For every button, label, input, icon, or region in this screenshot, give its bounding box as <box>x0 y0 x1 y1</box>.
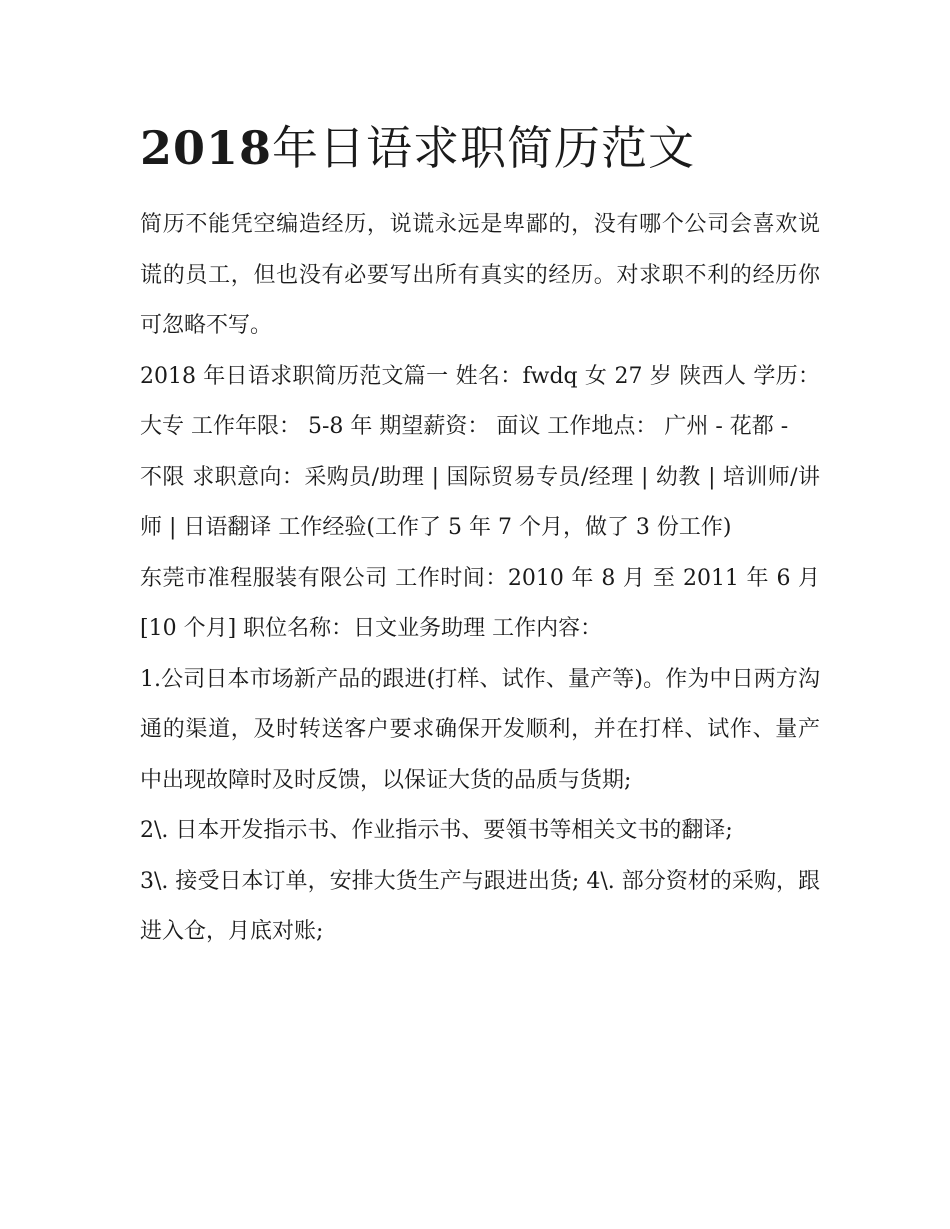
paragraph-personal-info: 2018 年日语求职简历范文篇一 姓名：fwdq 女 27 岁 陕西人 学历： 大专 工作年限： 5-8 年 期望薪资： 面议 工作地点： 广州 - 花都 - <box>140 363 820 439</box>
paragraph-intro: 简历不能凭空编造经历，说谎永远是卑鄙的，没有哪个公司会喜欢说谎的员工，但也没有必要写出所有真实的经历。对求职不利的经历你可忽略不写。 <box>140 212 820 338</box>
document-title <box>140 110 820 186</box>
paragraph-job-intention: 不限 求职意向：采购员/助理 | 国际贸易专员/经理 | 幼教 | 培训师/讲师 | 日语翻译 工作经验(工作了 5 年 7 个月，做了 3 份工作) <box>140 464 820 540</box>
paragraph-duty-1: 1.公司日本市场新产品的跟进(打样、试作、量产等)。作为中日两方沟通的渠道，及时转送客户要求确保开发顺利，并在打样、试作、量产中出现故障时及时反馈，以保证大货的品质与货期; <box>140 666 820 793</box>
paragraph-duty-2: 2\. 日本开发指示书、作业指示书、要領书等相关文书的翻译; <box>140 818 733 843</box>
title-text: 年日语求职简历范文 <box>272 121 696 175</box>
title-year: 2018 <box>140 121 273 175</box>
paragraph-duty-3-4: 3\. 接受日本订单，安排大货生产与跟进出货; 4\. 部分资材的采购，跟进入仓，月底对账; <box>140 868 820 944</box>
paragraph-company: 东莞市准程服装有限公司 工作时间：2010 年 8 月 至 2011 年 6 月[10 个月] 职位名称：日文业务助理 工作内容： <box>140 565 820 641</box>
document-page <box>140 110 820 958</box>
